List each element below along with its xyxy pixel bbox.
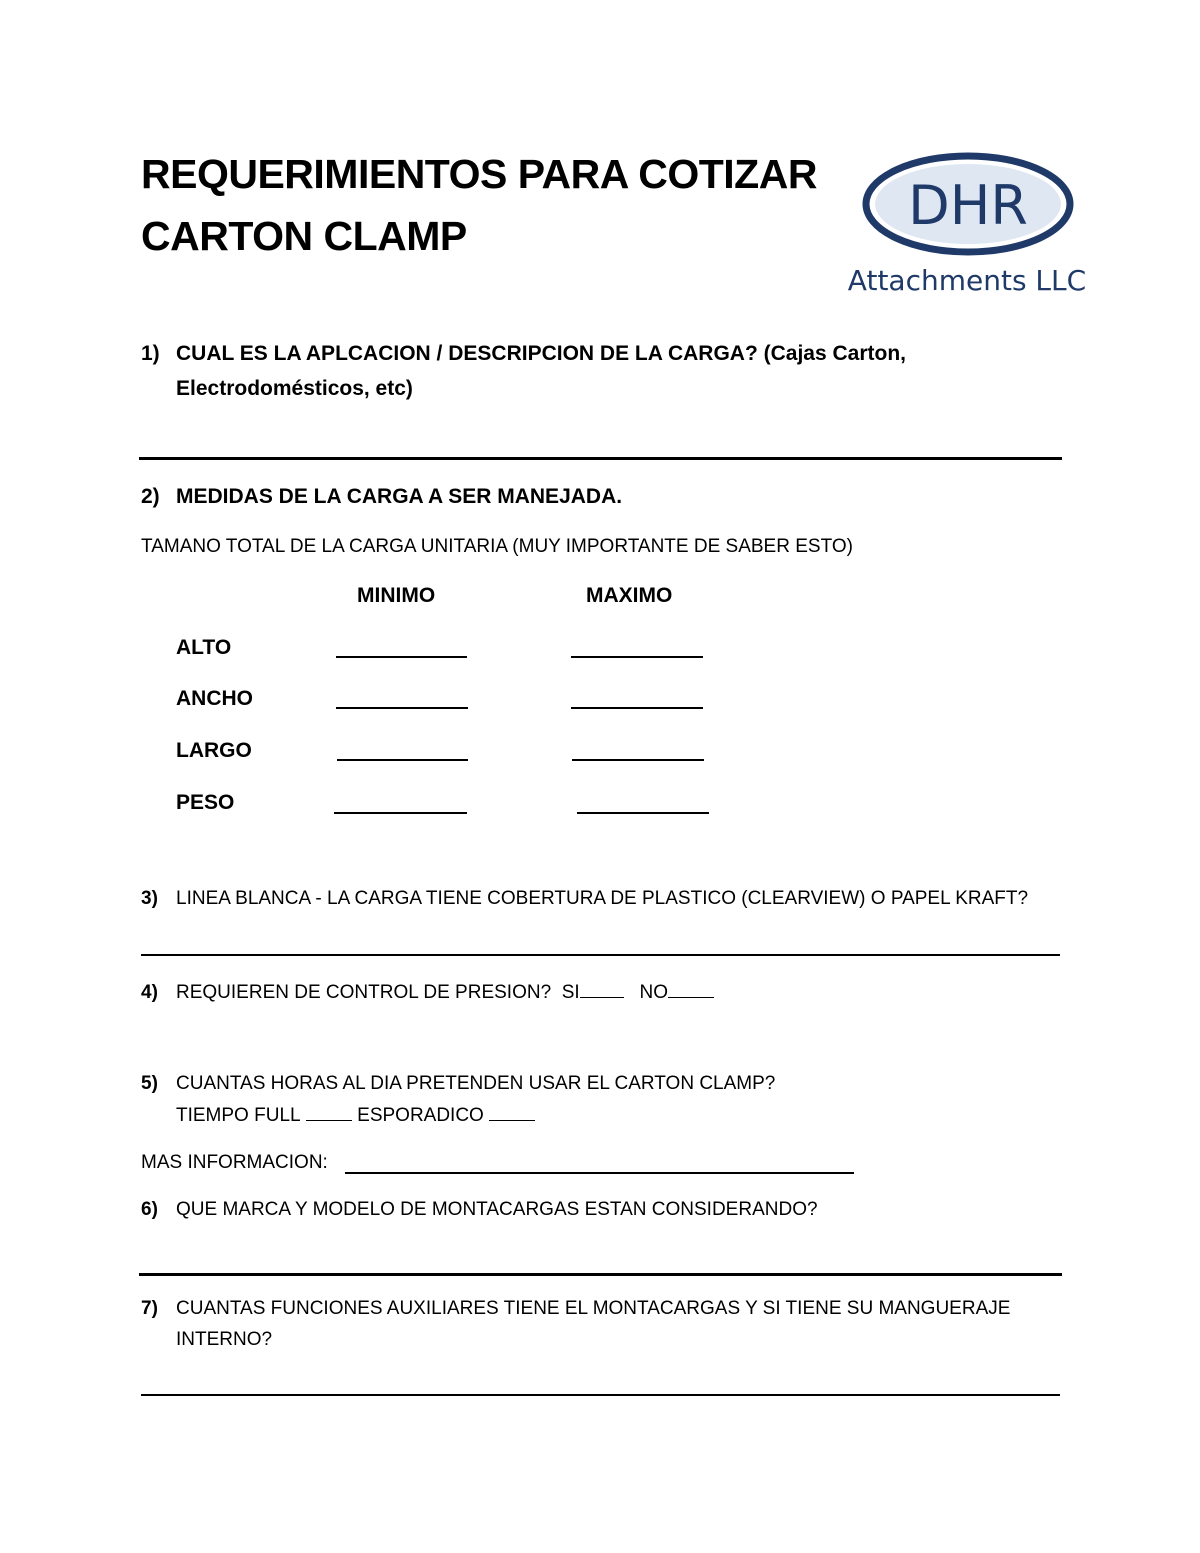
- alto-max-blank[interactable]: [571, 656, 703, 658]
- page-title-line2: CARTON CLAMP: [141, 213, 467, 259]
- row-label-ancho: ANCHO: [176, 687, 253, 710]
- q7-text-line1: CUANTAS FUNCIONES AUXILIARES TIENE EL MONTACARGAS Y SI TIENE SU MANGUERAJE: [176, 1298, 1011, 1319]
- col-header-maximo: MAXIMO: [586, 584, 673, 607]
- largo-max-blank[interactable]: [572, 759, 704, 761]
- q4-si-blank[interactable]: [580, 983, 624, 998]
- dhr-logo: [840, 145, 1100, 305]
- col-header-minimo: MINIMO: [357, 584, 436, 607]
- q4-line: [176, 983, 714, 1002]
- q6-answer-line[interactable]: [139, 1273, 1062, 1276]
- q6-number: 6): [141, 1199, 158, 1220]
- q1-text-line2: Electrodomésticos, etc): [176, 377, 413, 400]
- q6-text: QUE MARCA Y MODELO DE MONTACARGAS ESTAN CONSIDERANDO?: [176, 1199, 818, 1220]
- logo-subtitle: Attachments LLC: [847, 264, 1087, 297]
- q5-options: [176, 1106, 535, 1125]
- q1-answer-line[interactable]: [139, 457, 1062, 460]
- q4-no-label: NO: [639, 982, 668, 1003]
- mas-informacion-blank[interactable]: [345, 1172, 854, 1174]
- peso-max-blank[interactable]: [577, 812, 709, 814]
- page-title-line1: REQUERIMIENTOS PARA COTIZAR: [141, 151, 817, 197]
- row-label-largo: LARGO: [176, 739, 252, 762]
- ancho-min-blank[interactable]: [336, 707, 468, 709]
- row-label-alto: ALTO: [176, 636, 232, 659]
- largo-min-blank[interactable]: [337, 759, 468, 761]
- q7-text-line2: INTERNO?: [176, 1329, 273, 1350]
- mas-informacion-label: MAS INFORMACION:: [141, 1152, 328, 1173]
- q3-text: LINEA BLANCA - LA CARGA TIENE COBERTURA DE PLASTICO (CLEARVIEW) O PAPEL KRAFT?: [176, 888, 1029, 909]
- q5-esporadico-label: ESPORADICO: [357, 1105, 484, 1126]
- q4-no-blank[interactable]: [668, 983, 714, 998]
- q7-answer-line[interactable]: [141, 1394, 1060, 1396]
- q5-full-label: TIEMPO FULL: [176, 1105, 301, 1126]
- q1-number: 1): [141, 342, 160, 365]
- q2-subtitle: TAMANO TOTAL DE LA CARGA UNITARIA (MUY IMPORTANTE DE SABER ESTO): [141, 536, 853, 557]
- row-label-peso: PESO: [176, 791, 235, 814]
- q4-text: REQUIEREN DE CONTROL DE PRESION?: [176, 982, 552, 1003]
- q5-full-blank[interactable]: [306, 1106, 352, 1121]
- q1-text-line1: CUAL ES LA APLCACION / DESCRIPCION DE LA CARGA? (Cajas Carton,: [176, 342, 906, 365]
- q5-esporadico-blank[interactable]: [489, 1106, 535, 1121]
- logo-mark: DHR: [908, 174, 1028, 237]
- q4-number: 4): [141, 982, 158, 1003]
- q2-number: 2): [141, 485, 160, 508]
- ancho-max-blank[interactable]: [571, 707, 703, 709]
- alto-min-blank[interactable]: [336, 656, 467, 658]
- q5-number: 5): [141, 1073, 158, 1094]
- q5-text: CUANTAS HORAS AL DIA PRETENDEN USAR EL CARTON CLAMP?: [176, 1073, 776, 1094]
- q7-number: 7): [141, 1298, 158, 1319]
- q2-text: MEDIDAS DE LA CARGA A SER MANEJADA.: [176, 485, 623, 508]
- q3-number: 3): [141, 888, 158, 909]
- q3-answer-line[interactable]: [141, 954, 1060, 956]
- q4-si-label: SI: [561, 982, 580, 1003]
- peso-min-blank[interactable]: [334, 812, 467, 814]
